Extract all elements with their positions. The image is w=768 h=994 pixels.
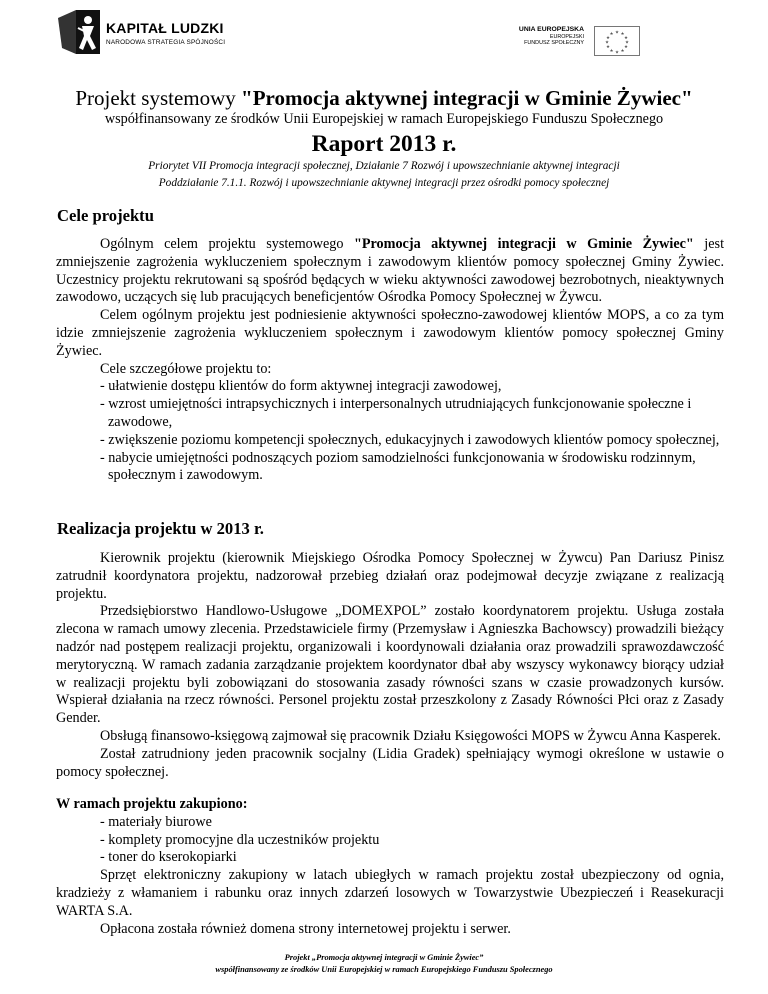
project-title <box>0 86 768 111</box>
kapital-ludzki-subtitle: NARODOWA STRATEGIA SPÓJNOŚCI <box>106 39 226 46</box>
eu-logo-line1: UNIA EUROPEJSKA <box>518 26 584 33</box>
purchases-heading: W ramach projektu zakupiono: <box>56 796 248 812</box>
goals-paragraph-3: Cele szczegółowe projektu to: <box>100 360 272 377</box>
eu-efs-logo <box>500 26 640 56</box>
realization-paragraph-3: Obsługą finansowo-księgową zajmował się pracownik Działu Księgowości MOPS w Żywcu Anna Kasperek. <box>100 727 721 744</box>
svg-text:★: ★ <box>609 49 614 54</box>
purchases-list-item: - materiały biurowe <box>100 813 212 830</box>
kapital-ludzki-logo <box>56 8 226 58</box>
priority-block <box>0 158 768 192</box>
svg-text:★: ★ <box>620 32 625 37</box>
purchases-paragraph-1: Sprzęt elektroniczny zakupiony w latach ubiegłych w ramach projektu został ubezpieczony od ognia, kradzieży z włamaniem i rabunku oraz innych zdarzeń losowych w Towarzystwie Ubezpieczeń i Reasekuracji WARTA S.A. <box>56 867 724 919</box>
realization-heading: Realizacja projektu w 2013 r. <box>57 519 264 538</box>
goals-paragraph-2: Celem ogólnym projektu jest podniesienie aktywności społeczno-zawodowej klientów MOPS, a co za tym idzie zmniejszenie zagrożenia wykluczeniem społecznym i zawodowym klientów pomocy społecznej Gminy Żywiec. <box>56 307 724 359</box>
goals-p1-start: Ogólnym celem projektu systemowego <box>100 236 354 252</box>
svg-text:★: ★ <box>623 36 629 41</box>
goals-list-item: - wzrost umiejętności intrapsychicznych i interpersonalnych utrudniających funkcjonowanie społeczne i zawodowe, <box>100 396 692 430</box>
footer-line-2: współfinansowany ze środków Unii Europejskiej w ramach Europejskiego Funduszu Społecznego <box>215 965 553 974</box>
kapital-ludzki-title: KAPITAŁ LUDZKI <box>106 20 224 36</box>
eu-logo-text <box>519 26 584 46</box>
eu-logo-line3: FUNDUSZ SPOŁECZNY <box>524 40 584 47</box>
realization-paragraph-4: Został zatrudniony jeden pracownik socjalny (Lidia Gradek) spełniający wymogi określone w ustawie o pomocy społecznej. <box>56 745 724 780</box>
purchases-paragraph-2: Opłacona została również domena strony internetowej projektu i serwer. <box>100 920 511 937</box>
cofinancing-line: współfinansowany ze środków Unii Europejskiej w ramach Europejskiego Funduszu Społecznego <box>104 111 664 127</box>
goals-paragraph-1 <box>56 236 724 307</box>
realization-paragraph-1: Kierownik projektu (kierownik Miejskiego Ośrodka Pomocy Społecznej w Żywcu) Pan Dariusz Pinisz zatrudnił koordynatora projektu, nadzorował przebieg działań oraz podejmował decyzje związane z realizacją projektu. <box>56 550 724 602</box>
svg-text:★: ★ <box>623 45 629 50</box>
project-title-prefix: Projekt systemowy <box>75 86 242 110</box>
purchases-section-body <box>56 796 724 938</box>
report-title: Raport 2013 r. <box>311 131 457 157</box>
svg-text:★: ★ <box>614 50 620 56</box>
goals-section-body <box>56 236 724 485</box>
svg-text:★: ★ <box>604 40 610 46</box>
svg-text:★: ★ <box>605 45 611 50</box>
goals-list-item: - ułatwienie dostępu klientów do form aktywnej integracji zawodowej, <box>100 378 502 395</box>
purchases-list-item: - komplety promocyjne dla uczestników projektu <box>100 831 380 848</box>
eu-flag-icon <box>594 26 640 56</box>
goals-heading: Cele projektu <box>57 206 154 225</box>
realization-section-body <box>56 550 724 781</box>
eu-logo-line2: EUROPEJSKI <box>549 33 584 40</box>
goals-list-item: - zwiększenie poziomu kompetencji społecznych, edukacyjnych i zawodowych klientów pomocy społecznej, <box>100 431 720 448</box>
svg-text:★: ★ <box>605 36 611 41</box>
goals-p1-end: jest zmniejszenie zagrożenia wykluczeniem społecznym i zawodowym klientów pomocy społecznej Gminy Żywiec. Uczestnicy projektu rekrutowani są spośród będących w wieku aktywności zawodowej bezrobotnych, nieaktywnych zawodowo, uczących się lub pracujących beneficjentów Ośrodka Pomocy Społecznej w Żywcu. <box>56 236 725 306</box>
footer-line-1: Projekt „Promocja aktywnej integracji w Gminie Żywiec” <box>284 953 484 962</box>
subaction-line: Poddziałanie 7.1.1. Rozwój i upowszechnianie aktywnej integracji przez ośrodki pomocy społecznej <box>158 177 610 189</box>
svg-text:★: ★ <box>614 30 620 36</box>
svg-text:★: ★ <box>620 49 625 54</box>
kapital-ludzki-emblem-icon <box>56 8 102 56</box>
realization-paragraph-2: Przedsiębiorstwo Handlowo-Usługowe „DOMEXPOL” zostało koordynatorem projektu. Usługa została zlecona w ramach umowy zlecenia. Przedstawiciele firmy (Przemysław i Agnieszka Bachowscy) prowadzili bieżący nadzór nad postępem realizacji projektu, organizowali i koordynowali działania oraz prowadzili sprawozdawczość merytoryczną. W ramach zadania zarządzanie projektem koordynator dbał aby wszyscy wykonawcy biorący udział w realizacji projektu byli zobowiązani do stosowania zasady równości szans w czasie prowadzonych kursów. Wspierał działania na rzecz równości. Personel projektu został przeszkolony z Zasady Równości Płci oraz z Zasady Gender. <box>56 603 724 727</box>
page-footer <box>0 952 768 976</box>
purchases-list-item: - toner do kserokopiarki <box>100 849 237 866</box>
project-title-name: "Promocja aktywnej integracji w Gminie Żywiec" <box>241 86 693 110</box>
goals-p1-project-name: "Promocja aktywnej integracji w Gminie Żywiec" <box>353 236 694 252</box>
svg-text:★: ★ <box>609 32 614 37</box>
goals-list-item: - nabycie umiejętności podnoszących poziom samodzielności funkcjonowania w środowisku rodzinnym, społecznym i zawodowym. <box>100 449 696 484</box>
svg-text:★: ★ <box>624 40 630 46</box>
priority-line: Priorytet VII Promocja integracji społecznej, Działanie 7 Rozwój i upowszechnianie aktywnej integracji <box>148 160 620 172</box>
